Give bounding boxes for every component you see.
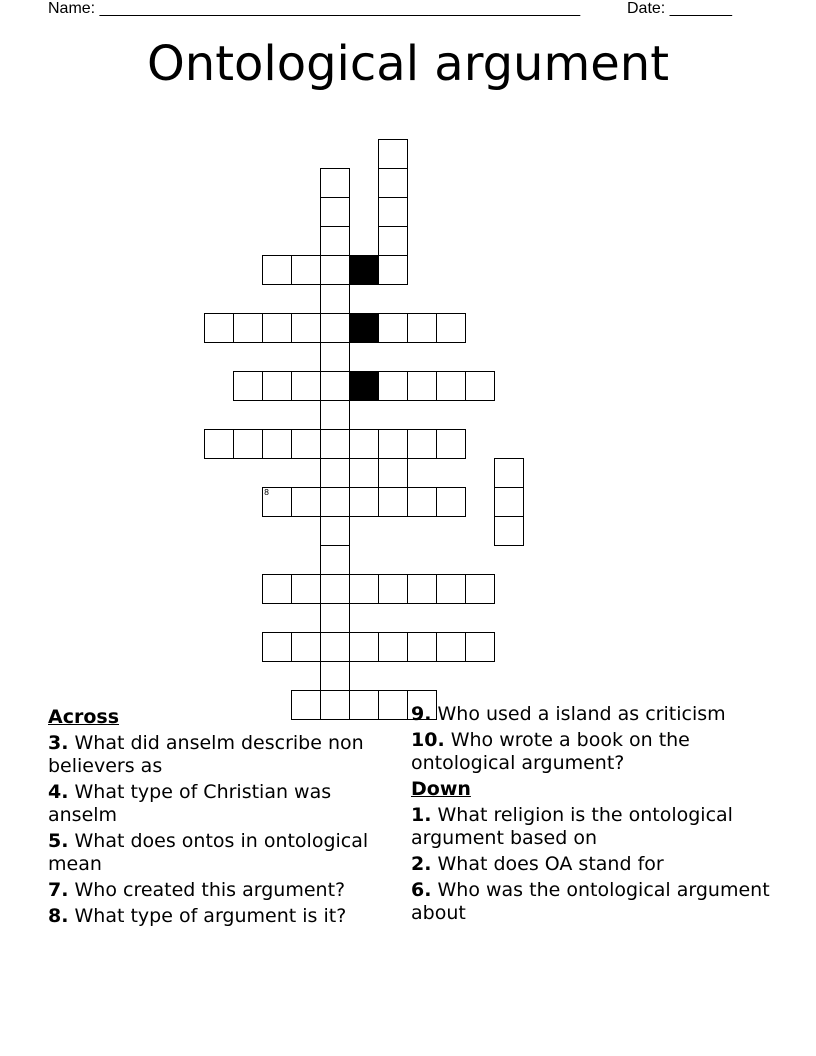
clue-down-1 bbox=[411, 804, 781, 850]
answer-square[interactable] bbox=[465, 574, 495, 604]
clue-text: What does OA stand for bbox=[437, 853, 664, 875]
clue-text: What did anselm describe non believers as bbox=[48, 732, 364, 777]
answer-square[interactable] bbox=[436, 574, 466, 604]
answer-square[interactable] bbox=[262, 574, 292, 604]
clues-right-column bbox=[411, 703, 781, 925]
answer-square[interactable] bbox=[436, 371, 466, 401]
answer-square[interactable] bbox=[320, 487, 350, 517]
clue-text: Who used a island as criticism bbox=[437, 703, 726, 725]
clue-number: 1. bbox=[411, 804, 432, 826]
answer-square[interactable] bbox=[233, 313, 263, 343]
answer-square[interactable] bbox=[291, 632, 321, 662]
answer-square[interactable] bbox=[378, 632, 408, 662]
answer-square[interactable] bbox=[262, 487, 292, 517]
answer-square[interactable] bbox=[320, 632, 350, 662]
answer-square[interactable] bbox=[262, 255, 292, 285]
answer-square[interactable] bbox=[320, 429, 350, 459]
clue-number: 7. bbox=[48, 879, 69, 901]
answer-square[interactable] bbox=[378, 226, 408, 256]
answer-square[interactable] bbox=[378, 429, 408, 459]
clue-text: What religion is the ontological argument based on bbox=[411, 804, 733, 849]
clue-number: 8. bbox=[48, 905, 69, 927]
clue-down-6 bbox=[411, 879, 781, 925]
clue-across-3 bbox=[48, 732, 393, 778]
answer-square[interactable] bbox=[465, 371, 495, 401]
clue-across-7 bbox=[48, 879, 393, 902]
answer-square[interactable] bbox=[320, 342, 350, 372]
answer-square[interactable] bbox=[320, 313, 350, 343]
answer-square[interactable] bbox=[204, 313, 234, 343]
answer-square[interactable] bbox=[378, 139, 408, 169]
clue-number: 2. bbox=[411, 853, 432, 875]
answer-square[interactable] bbox=[233, 371, 263, 401]
answer-square[interactable] bbox=[262, 632, 292, 662]
answer-square[interactable] bbox=[349, 632, 379, 662]
black-square bbox=[349, 313, 379, 343]
clue-text: Who wrote a book on the ontological argument? bbox=[411, 729, 690, 774]
answer-square[interactable] bbox=[349, 487, 379, 517]
answer-square[interactable] bbox=[320, 197, 350, 227]
answer-square[interactable] bbox=[494, 516, 524, 546]
answer-square[interactable] bbox=[291, 429, 321, 459]
answer-square[interactable] bbox=[320, 603, 350, 633]
black-square bbox=[349, 255, 379, 285]
clue-across-4 bbox=[48, 781, 393, 827]
answer-square[interactable] bbox=[378, 371, 408, 401]
answer-square[interactable] bbox=[378, 313, 408, 343]
answer-square[interactable] bbox=[291, 371, 321, 401]
clue-across-9 bbox=[411, 703, 781, 726]
answer-square[interactable] bbox=[378, 255, 408, 285]
date-field-label: Date: _______ bbox=[627, 0, 732, 17]
answer-square[interactable] bbox=[436, 487, 466, 517]
answer-square[interactable] bbox=[407, 632, 437, 662]
clue-number: 9. bbox=[411, 703, 432, 725]
answer-square[interactable] bbox=[262, 429, 292, 459]
answer-square[interactable] bbox=[291, 487, 321, 517]
square-number: 8 bbox=[264, 488, 270, 497]
answer-square[interactable] bbox=[233, 429, 263, 459]
answer-square[interactable] bbox=[436, 632, 466, 662]
answer-square[interactable] bbox=[320, 516, 350, 546]
name-field-label: Name: ______________________________________________________ bbox=[48, 0, 581, 17]
clue-number: 10. bbox=[411, 729, 445, 751]
answer-square[interactable] bbox=[407, 429, 437, 459]
down-heading: Down bbox=[411, 778, 471, 800]
answer-square[interactable] bbox=[407, 313, 437, 343]
answer-square[interactable] bbox=[378, 168, 408, 198]
answer-square[interactable] bbox=[436, 313, 466, 343]
clue-number: 4. bbox=[48, 781, 69, 803]
answer-square[interactable] bbox=[320, 226, 350, 256]
answer-square[interactable] bbox=[320, 400, 350, 430]
clue-across-10 bbox=[411, 729, 781, 775]
clue-across-8 bbox=[48, 905, 393, 928]
answer-square[interactable] bbox=[378, 458, 408, 488]
puzzle-title: Ontological argument bbox=[146, 36, 670, 92]
clue-number: 3. bbox=[48, 732, 69, 754]
clue-number: 5. bbox=[48, 830, 69, 852]
answer-square[interactable] bbox=[320, 545, 350, 575]
answer-square[interactable] bbox=[320, 284, 350, 314]
clue-down-2 bbox=[411, 853, 781, 876]
answer-square[interactable] bbox=[320, 458, 350, 488]
across-heading: Across bbox=[48, 706, 120, 728]
answer-square[interactable] bbox=[494, 487, 524, 517]
answer-square[interactable] bbox=[349, 429, 379, 459]
answer-square[interactable] bbox=[204, 429, 234, 459]
answer-square[interactable] bbox=[320, 574, 350, 604]
clue-text: Who created this argument? bbox=[74, 879, 346, 901]
clues-left-column bbox=[48, 703, 393, 928]
answer-square[interactable] bbox=[291, 255, 321, 285]
answer-square[interactable] bbox=[407, 487, 437, 517]
answer-square[interactable] bbox=[494, 458, 524, 488]
clue-text: Who was the ontological argument about bbox=[411, 879, 770, 924]
answer-square[interactable] bbox=[291, 574, 321, 604]
clue-text: What type of argument is it? bbox=[74, 905, 347, 927]
answer-square[interactable] bbox=[320, 371, 350, 401]
answer-square[interactable] bbox=[320, 661, 350, 691]
answer-square[interactable] bbox=[465, 632, 495, 662]
clue-text: What does ontos in ontological mean bbox=[48, 830, 369, 875]
answer-square[interactable] bbox=[407, 574, 437, 604]
answer-square[interactable] bbox=[320, 255, 350, 285]
answer-square[interactable] bbox=[378, 574, 408, 604]
clue-text: What type of Christian was anselm bbox=[48, 781, 332, 826]
black-square bbox=[349, 371, 379, 401]
answer-square[interactable] bbox=[407, 371, 437, 401]
answer-square[interactable] bbox=[378, 197, 408, 227]
answer-square[interactable] bbox=[262, 371, 292, 401]
answer-square[interactable] bbox=[349, 574, 379, 604]
answer-square[interactable] bbox=[436, 429, 466, 459]
clue-across-5 bbox=[48, 830, 393, 876]
answer-square[interactable] bbox=[320, 168, 350, 198]
clue-number: 6. bbox=[411, 879, 432, 901]
answer-square[interactable] bbox=[378, 487, 408, 517]
answer-square[interactable] bbox=[291, 313, 321, 343]
answer-square[interactable] bbox=[262, 313, 292, 343]
